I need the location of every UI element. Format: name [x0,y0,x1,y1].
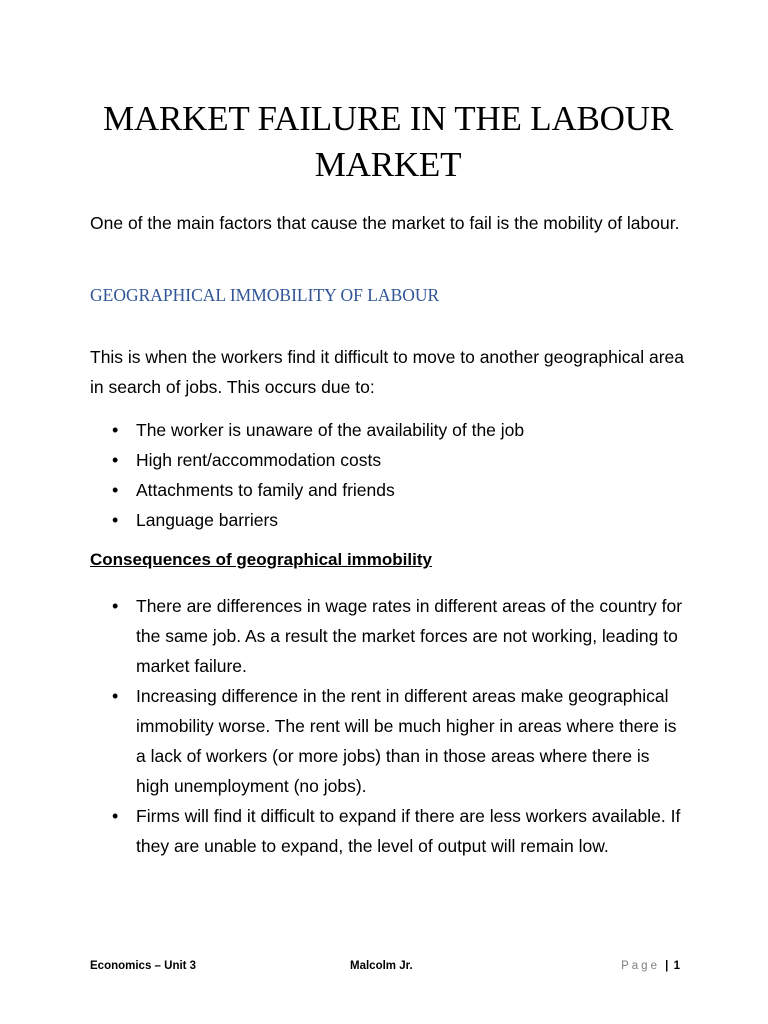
footer-page-number: 1 [673,960,680,972]
consequences-heading: Consequences of geographical immobility [90,550,432,569]
list-item: • The worker is unaware of the availability of the job [90,415,690,445]
list-item: • Firms will find it difficult to expand if there are less workers available. If they are unable to expand, the level of output will remain low. [90,801,686,861]
list-item: • Attachments to family and friends [90,475,690,505]
intro-paragraph: One of the main factors that cause the market to fail is the mobility of labour. [90,213,680,233]
page-title: MARKET FAILURE IN THE LABOUR MARKET [103,99,673,184]
footer-page-label: Page [621,960,660,972]
list-item: • Language barriers [90,505,690,535]
page-footer [90,960,686,978]
list-item: • There are differences in wage rates in different areas of the country for the same job. As a result the market forces are not working, leading to market failure. [90,591,686,681]
footer-author: Malcolm Jr. [350,960,413,972]
consequences-list [90,591,686,861]
footer-page-indicator [621,960,680,972]
causes-list [90,415,690,535]
list-item: • High rent/accommodation costs [90,445,690,475]
list-item: • Increasing difference in the rent in different areas make geographical immobility worse. The rent will be much higher in areas where there is a lack of workers (or more jobs) than in those areas where there is high unemployment (no jobs). [90,681,686,801]
section-intro-paragraph: This is when the workers find it difficult to move to another geographical area in search of jobs. This occurs due to: [90,347,685,397]
footer-course: Economics – Unit 3 [90,960,197,972]
footer-separator: | [665,960,669,972]
section-heading: GEOGRAPHICAL IMMOBILITY OF LABOUR [90,285,440,305]
